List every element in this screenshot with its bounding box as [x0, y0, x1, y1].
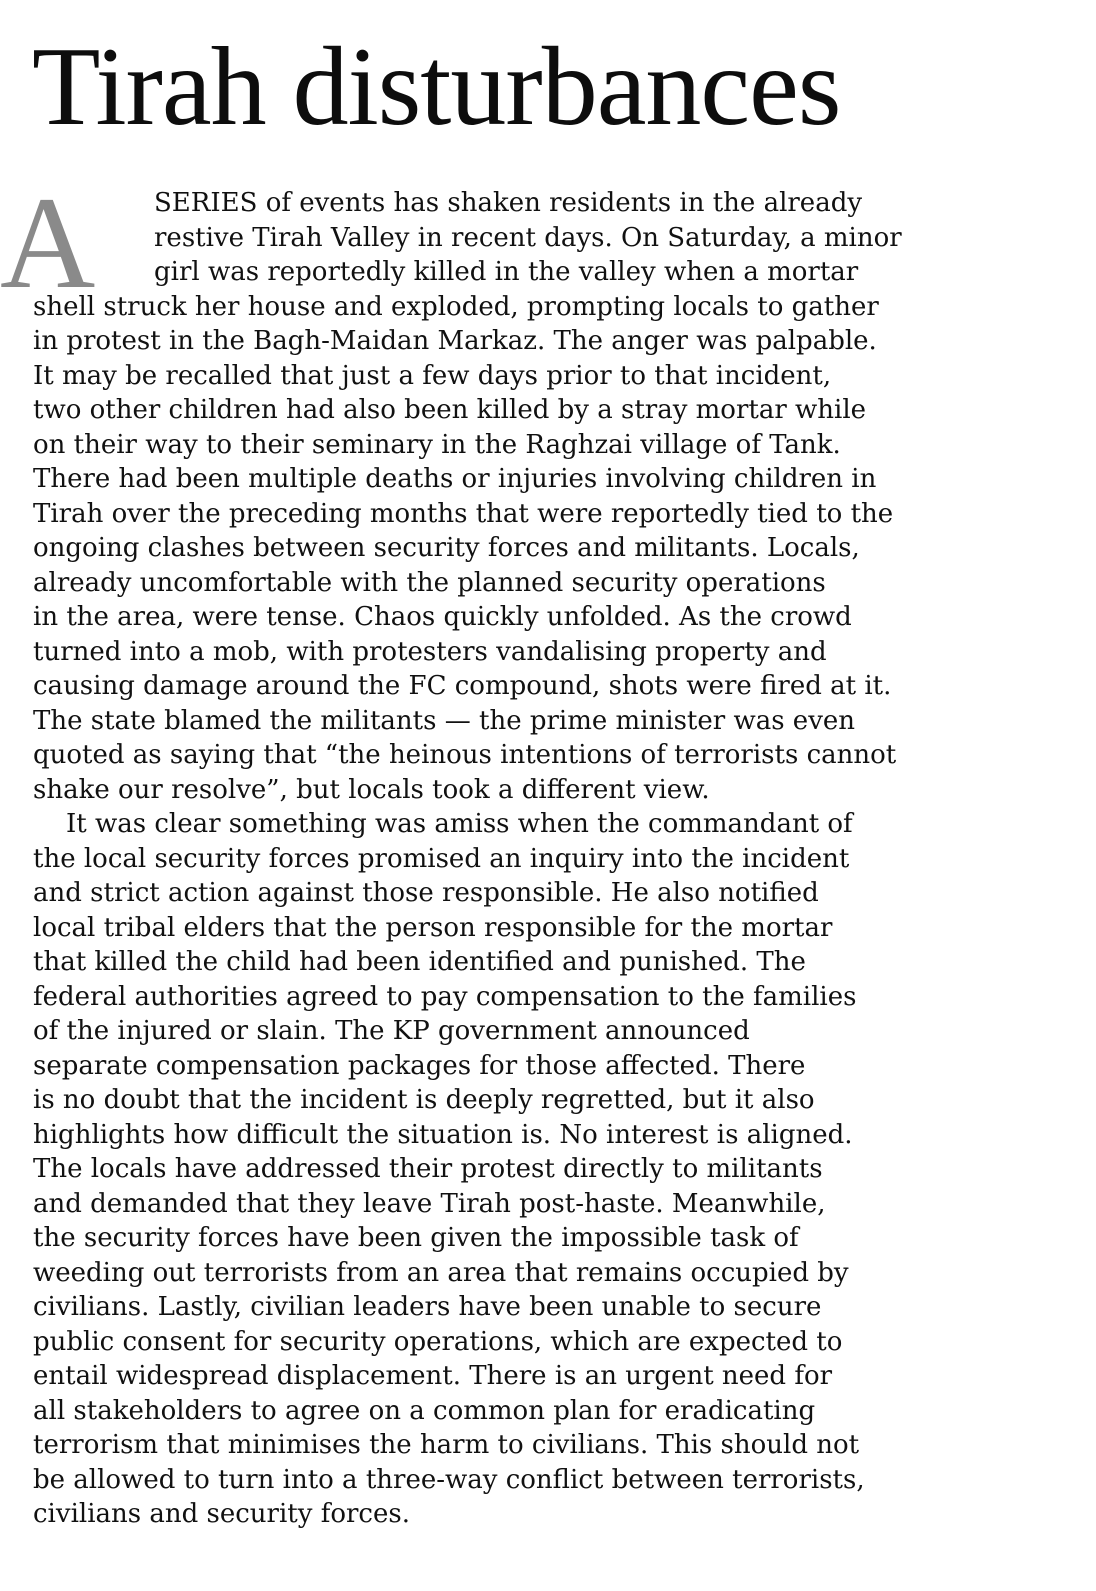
text-line: ongoing clashes between security forces and militants. Locals, [33, 533, 860, 563]
text-line: federal authorities agreed to pay compensation to the families [33, 981, 857, 1012]
text-line: that killed the child had been identified and punished. The [33, 947, 806, 977]
text-line: It may be recalled that just a few days prior to that incident, [33, 360, 832, 391]
text-line: public consent for security operations, which are expected to [33, 1326, 843, 1357]
text-line: all stakeholders to agree on a common plan for eradicating [33, 1395, 816, 1426]
text-line: The state blamed the militants — the prime minister was even [33, 705, 856, 736]
headline: Tirah disturbances [32, 25, 841, 149]
text-line: SERIES of events has shaken residents in the already [154, 188, 863, 218]
text-line: The locals have addressed their protest directly to militants [33, 1154, 823, 1184]
article-body [33, 186, 1073, 1532]
text-line: weeding out terrorists from an area that remains occupied by [33, 1257, 849, 1288]
text-line: shake our resolve”, but locals took a different view. [33, 774, 710, 805]
text-line: terrorism that minimises the harm to civilians. This should not [33, 1430, 860, 1460]
text-line: the security forces have been given the impossible task of [33, 1223, 799, 1253]
text-line: girl was reportedly killed in the valley when a mortar [154, 257, 859, 287]
text-line: be allowed to turn into a three-way conflict between terrorists, [33, 1464, 865, 1495]
text-line: civilians and security forces. [33, 1499, 410, 1529]
text-line: entail widespread displacement. There is an urgent need for [33, 1361, 833, 1391]
text-line: separate compensation packages for those affected. There [33, 1050, 806, 1081]
text-line: Tirah over the preceding months that were reportedly tied to the [33, 498, 894, 529]
text-line: and demanded that they leave Tirah post-haste. Meanwhile, [33, 1188, 826, 1219]
text-line: highlights how difficult the situation is. No interest is aligned. [33, 1119, 853, 1150]
text-line: in the area, were tense. Chaos quickly unfolded. As the crowd [33, 602, 852, 632]
text-line: It was clear something was amiss when the commandant of [66, 809, 853, 839]
text-line: and strict action against those responsible. He also notified [33, 878, 819, 908]
text-line: two other children had also been killed by a stray mortar while [33, 395, 867, 425]
text-line: There had been multiple deaths or injuries involving children in [33, 464, 877, 494]
text-line: quoted as saying that “the heinous intentions of terrorists cannot [33, 740, 897, 770]
text-line: in protest in the Bagh-Maidan Markaz. The anger was palpable. [33, 326, 877, 356]
text-line: is no doubt that the incident is deeply regretted, but it also [33, 1085, 815, 1115]
text-line: on their way to their seminary in the Raghzai village of Tank. [33, 429, 841, 460]
text-line: of the injured or slain. The KP government announced [33, 1016, 750, 1046]
text-line: turned into a mob, with protesters vandalising property and [33, 636, 827, 667]
text-line: local tribal elders that the person responsible for the mortar [33, 912, 833, 943]
text-line: civilians. Lastly, civilian leaders have been unable to secure [33, 1292, 822, 1322]
drop-cap: A [0, 169, 96, 316]
text-line: shell struck her house and exploded, prompting locals to gather [33, 291, 879, 322]
text-line: the local security forces promised an inquiry into the incident [33, 843, 850, 874]
text-line: restive Tirah Valley in recent days. On Saturday, a minor [154, 222, 902, 253]
text-line: already uncomfortable with the planned security operations [33, 567, 826, 598]
text-line: causing damage around the FC compound, shots were fired at it. [33, 671, 892, 701]
